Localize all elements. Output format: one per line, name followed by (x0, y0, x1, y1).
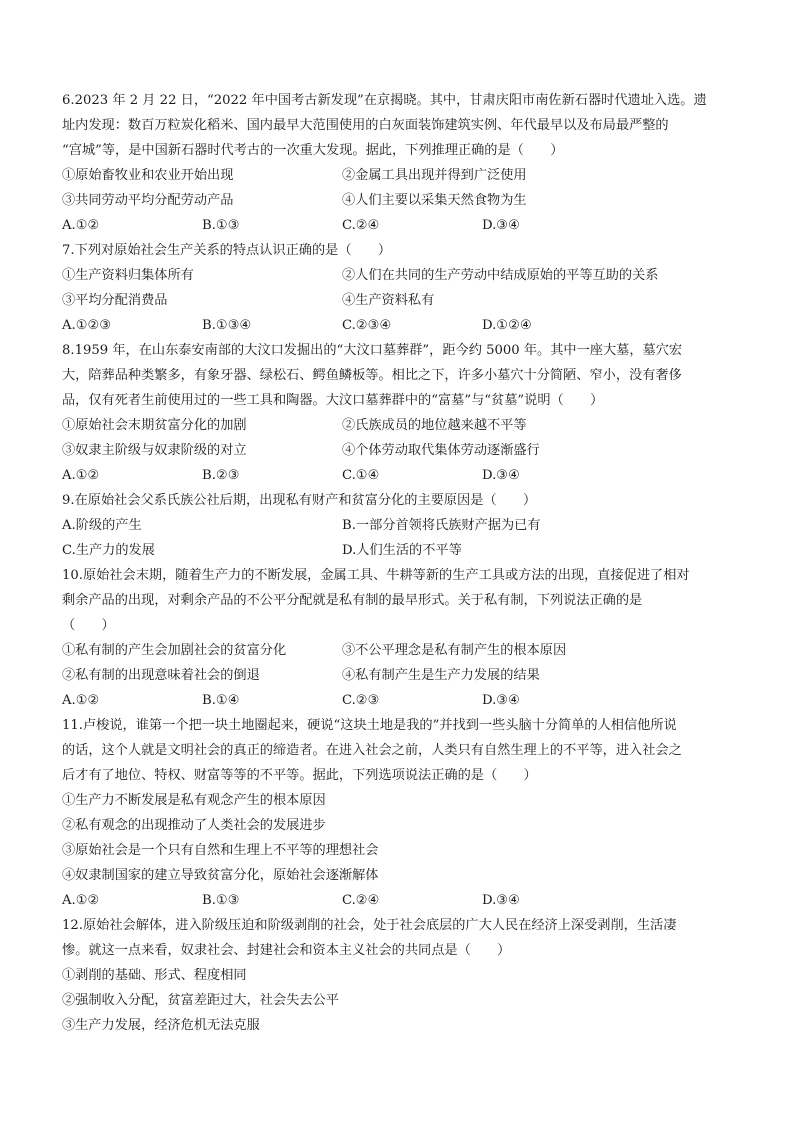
question-11 (62, 713, 732, 913)
question-stem: “宫城”等，是中国新石器时代考古的一次重大发现。据此，下列推理正确的是（ ） (62, 143, 564, 158)
question-stem: 9.在原始社会父系氏族公社后期，出现私有财产和贫富分化的主要原因是（ ） (62, 493, 537, 508)
statement-row (62, 438, 732, 463)
question-8 (62, 338, 732, 488)
question-stem: 12.原始社会解体，进入阶级压迫和阶级剥削的社会，处于社会底层的广大人民在经济上深受剥削，生活凄 (62, 918, 677, 933)
choice-d: D.③④ (482, 693, 520, 708)
statement-item: ①生产力不断发展是私有观念产生的根本原因 (62, 793, 326, 808)
question-7 (62, 238, 732, 338)
statement-item: ①剥削的基础、形式、程度相同 (62, 968, 247, 983)
question-9 (62, 488, 732, 563)
choice-row (62, 213, 732, 238)
statement-item: ④生产资料私有 (342, 293, 435, 308)
statement-item: ③奴隶主阶级与奴隶阶级的对立 (62, 443, 247, 458)
statement-item: ②私有观念的出现推动了人类社会的发展进步 (62, 818, 326, 833)
choice-row (62, 888, 732, 913)
choice-a: A.①② (62, 468, 100, 483)
choice-d: D.人们生活的不平等 (342, 543, 462, 558)
statement-item: ③共同劳动平均分配劳动产品 (62, 193, 234, 208)
choice-row (62, 688, 732, 713)
choice-a: A.①② (62, 218, 100, 233)
question-stem: 6.2023 年 2 月 22 日，“2022 年中国考古新发现”在京揭晓。其中，甘肃庆阳市南佐新石器时代遗址入选。遗 (62, 93, 707, 108)
statement-item: ①生产资料归集体所有 (62, 268, 194, 283)
choice-row (62, 463, 732, 488)
choice-b: B.①④ (202, 693, 240, 708)
question-stem: 7.下列对原始社会生产关系的特点认识正确的是（ ） (62, 243, 392, 258)
choice-b: B.一部分首领将氏族财产据为已有 (342, 518, 541, 533)
statement-item: ③不公平理念是私有制产生的根本原因 (342, 643, 567, 658)
choice-c: C.②④ (342, 893, 380, 908)
exam-page (62, 88, 732, 1038)
statement-item: ④私有制产生是生产力发展的结果 (342, 668, 540, 683)
choice-a: A.阶级的产生 (62, 518, 142, 533)
question-stem: 址内发现：数百万粒炭化稻米、国内最早大范围使用的白灰面装饰建筑实例、年代最早以及布局最严整的 (62, 118, 669, 133)
choice-row (62, 538, 732, 563)
statement-row (62, 288, 732, 313)
choice-b: B.①③ (202, 893, 240, 908)
question-stem: 10.原始社会末期，随着生产力的不断发展，金属工具、牛耕等新的生产工具或方法的出现，直接促进了相对 (62, 568, 690, 583)
statement-row (62, 638, 732, 663)
choice-d: D.③④ (482, 218, 520, 233)
choice-row (62, 313, 732, 338)
question-stem: 的话，这个人就是文明社会的真正的缔造者。在进入社会之前，人类只有自然生理上的不平等，进入社会之 (62, 743, 682, 758)
choice-b: B.①③ (202, 218, 240, 233)
choice-b: B.①③④ (202, 318, 252, 333)
statement-item: ②私有制的出现意味着社会的倒退 (62, 668, 260, 683)
question-stem: 后才有了地位、特权、财富等等的不平等。据此，下列选项说法正确的是（ ） (62, 768, 537, 783)
statement-row (62, 663, 732, 688)
statement-item: ②氏族成员的地位越来越不平等 (342, 418, 527, 433)
question-stem: 大，陪葬品种类繁多，有象牙器、绿松石、鳄鱼鳞板等。相比之下，许多小墓穴十分简陋、窄小，没有奢侈 (62, 368, 682, 383)
statement-item: ③平均分配消费品 (62, 293, 168, 308)
choice-c: C.生产力的发展 (62, 543, 155, 558)
question-12 (62, 913, 732, 1038)
choice-a: A.①② (62, 893, 100, 908)
statement-item: ①原始畜牧业和农业开始出现 (62, 168, 234, 183)
question-6 (62, 88, 732, 238)
statement-row (62, 163, 732, 188)
statement-item: ④人们主要以采集天然食物为生 (342, 193, 527, 208)
statement-row (62, 413, 732, 438)
statement-row (62, 188, 732, 213)
choice-b: B.②③ (202, 468, 240, 483)
statement-item: ①原始社会末期贫富分化的加剧 (62, 418, 247, 433)
statement-item: ①私有制的产生会加剧社会的贫富分化 (62, 643, 287, 658)
question-stem: 8.1959 年，在山东泰安南部的大汶口发掘出的“大汶口墓葬群”，距今约 5000 年。其中一座大墓，墓穴宏 (62, 343, 683, 358)
question-stem: 惨。就这一点来看，奴隶社会、封建社会和资本主义社会的共同点是（ ） (62, 943, 511, 958)
statement-item: ④个体劳动取代集体劳动逐渐盛行 (342, 443, 540, 458)
statement-item: ③生产力发展，经济危机无法克服 (62, 1018, 260, 1033)
statement-row (62, 263, 732, 288)
statement-item: ②强制收入分配，贫富差距过大，社会失去公平 (62, 993, 339, 1008)
question-10 (62, 563, 732, 713)
statement-item: ②金属工具出现并得到广泛使用 (342, 168, 527, 183)
question-stem: 11.卢梭说，谁第一个把一块土地圈起来，硬说“这块土地是我的”并找到一些头脑十分简单的人相信他所说 (62, 718, 677, 733)
question-stem: 品，仅有死者生前使用过的一些工具和陶器。大汶口墓葬群中的“富墓”与“贫墓”说明（ ） (62, 393, 604, 408)
choice-c: C.②③④ (342, 318, 392, 333)
choice-d: D.③④ (482, 468, 520, 483)
statement-item: ④奴隶制国家的建立导致贫富分化，原始社会逐渐解体 (62, 868, 379, 883)
statement-item: ②人们在共同的生产劳动中结成原始的平等互助的关系 (342, 268, 659, 283)
choice-c: C.②③ (342, 693, 380, 708)
choice-c: C.②④ (342, 218, 380, 233)
question-stem: （ ） (62, 618, 115, 633)
choice-a: A.①② (62, 693, 100, 708)
choice-d: D.③④ (482, 893, 520, 908)
choice-d: D.①②④ (482, 318, 532, 333)
choice-c: C.①④ (342, 468, 380, 483)
statement-item: ③原始社会是一个只有自然和生理上不平等的理想社会 (62, 843, 379, 858)
choice-a: A.①②③ (62, 318, 112, 333)
question-stem: 剩余产品的出现，对剩余产品的不公平分配就是私有制的最早形式。关于私有制，下列说法正确的是 (62, 593, 643, 608)
choice-row (62, 513, 732, 538)
